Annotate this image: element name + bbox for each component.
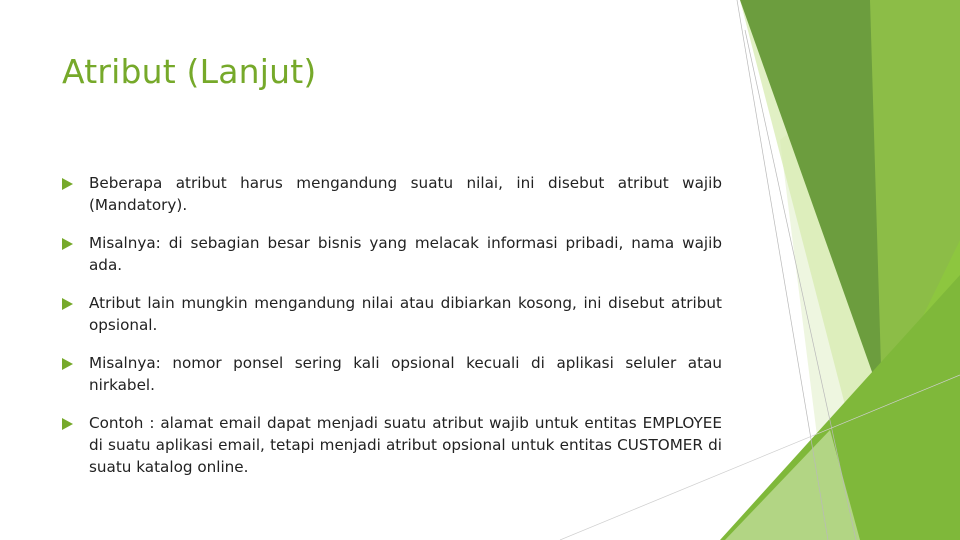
triangle-bullet-icon	[62, 358, 73, 370]
bullet-text: Beberapa atribut harus mengandung suatu nilai, ini disebut atribut wajib (Mandatory).	[89, 174, 722, 214]
triangle-bullet-icon	[62, 298, 73, 310]
bullet-item	[62, 292, 722, 336]
bullet-list	[62, 172, 722, 494]
bullet-item	[62, 232, 722, 276]
bullet-item	[62, 172, 722, 216]
bullet-text: Atribut lain mungkin mengandung nilai atau dibiarkan kosong, ini disebut atribut opsional.	[89, 294, 722, 334]
bullet-item	[62, 352, 722, 396]
bullet-text: Contoh : alamat email dapat menjadi suatu atribut wajib untuk entitas EMPLOYEE di suatu aplikasi email, tetapi menjadi atribut opsional untuk entitas CUSTOMER di suatu katalog online.	[89, 414, 722, 476]
bullet-item	[62, 412, 722, 478]
triangle-bullet-icon	[62, 418, 73, 430]
triangle-bullet-icon	[62, 238, 73, 250]
bullet-text: Misalnya: nomor ponsel sering kali opsional kecuali di aplikasi seluler atau nirkabel.	[89, 354, 722, 394]
slide-title: Atribut (Lanjut)	[62, 52, 317, 91]
triangle-bullet-icon	[62, 178, 73, 190]
bullet-text: Misalnya: di sebagian besar bisnis yang melacak informasi pribadi, nama wajib ada.	[89, 234, 722, 274]
